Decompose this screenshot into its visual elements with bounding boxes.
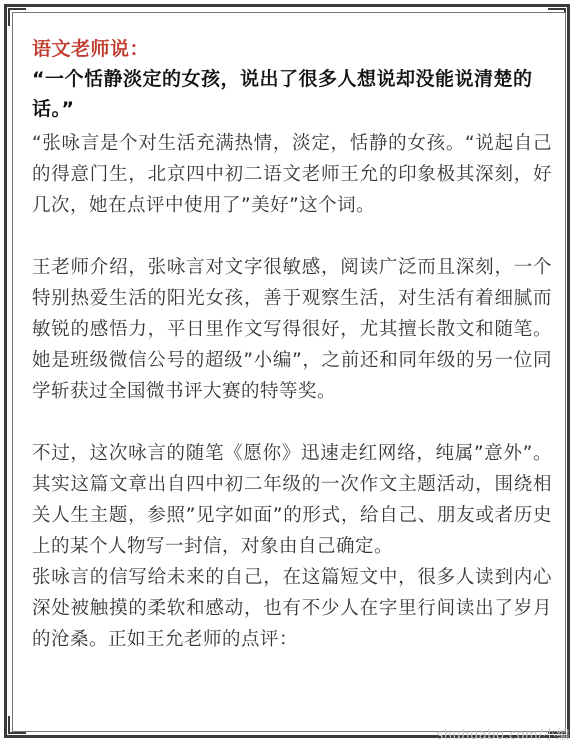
- watermark-text: shuhuabo.com/小编: [436, 728, 570, 743]
- paragraph-2: 王老师介绍，张咏言对文字很敏感，阅读广泛而且深刻，一个特别热爱生活的阳光女孩，善于观察生活，对生活有着细腻而敏锐的感悟力，平日里作文写得很好，尤其擅长散文和随笔。她是班级微信公号的超级”小编”，之前还和同年级的另一位同学斩获过全国微书评大赛的特等奖。: [32, 257, 552, 402]
- paragraph-spacer: [32, 407, 552, 438]
- paragraph-4: 张咏言的信写给未来的自己，在这篇短文中，很多人读到内心深处被触摸的柔软和感动，也有不少人在字里行间读出了岁月的沧桑。正如王允老师的点评：: [32, 567, 552, 650]
- quote-title: “一个恬静淡定的女孩，说出了很多人想说却没能说清楚的话。”: [32, 68, 533, 120]
- article-body: [32, 34, 552, 655]
- paragraph-3: 不过，这次咏言的随笔《愿你》迅速走红网络，纯属”意外”。其实这篇文章出自四中初二年级的一次作文主题活动，围绕相关人生主题，参照”见字如面”的形式，给自己、朋友或者历史上的某个人物写一封信，对象由自己确定。: [32, 443, 552, 557]
- paragraph-spacer: [32, 221, 552, 252]
- section-heading: 语文老师说：: [32, 38, 150, 60]
- paragraph-1: “张咏言是个对生活充满热情，淡定，恬静的女孩。“说起自己的得意门生，北京四中初二语文老师王允的印象极其深刻，好几次，她在点评中使用了”美好”这个词。: [32, 133, 552, 216]
